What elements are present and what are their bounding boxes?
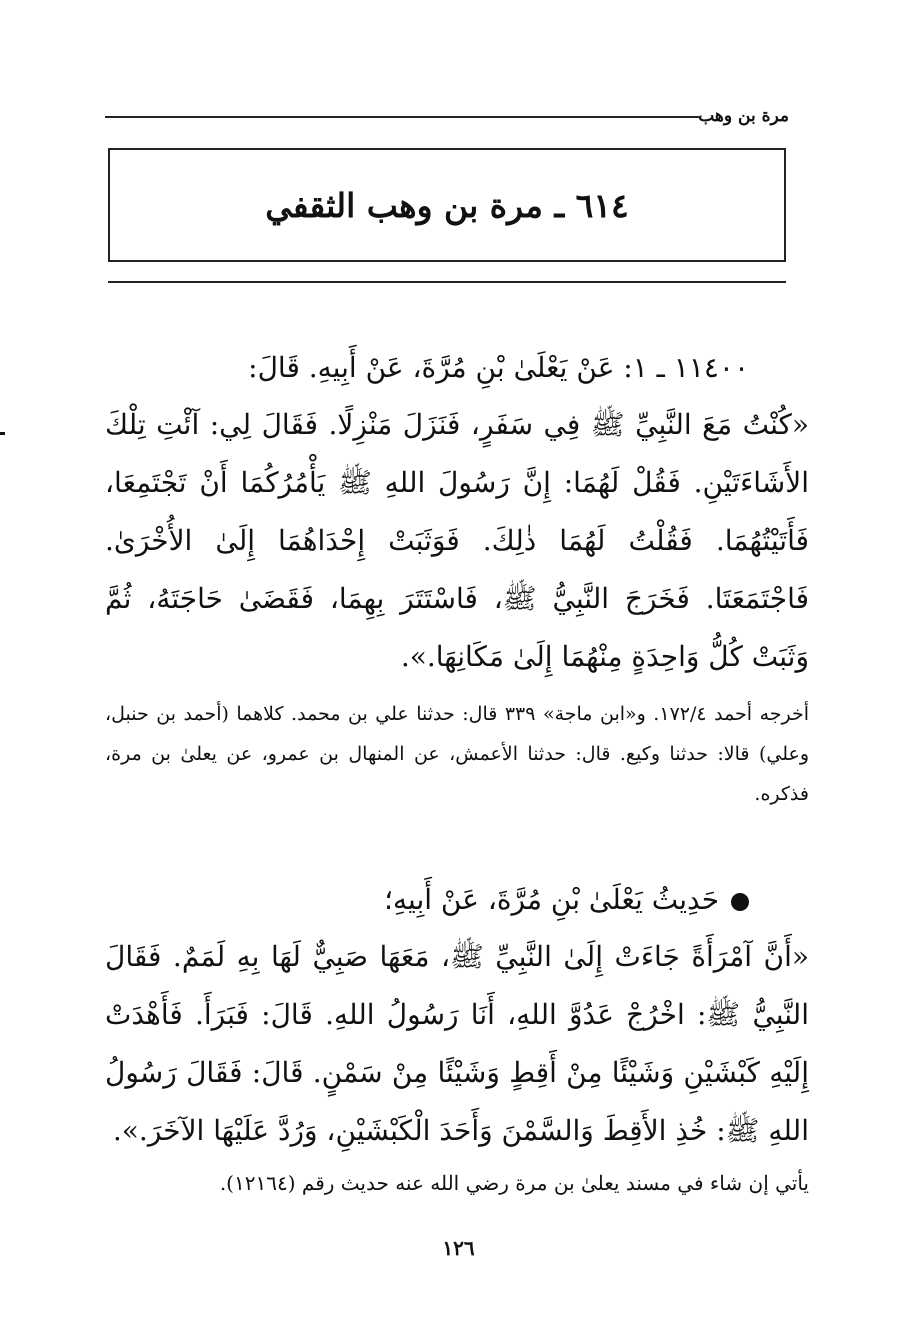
running-head-rule (105, 116, 699, 118)
hadith-2-text: «أَنَّ آمْرَأَةً جَاءَتْ إِلَىٰ النَّبِيِّ ﷺ، مَعَهَا صَبِيٌّ لَهَا بِهِ لَمَمٌ. فَقَالَ النَّبِيُّ ﷺ: اخْرُجْ عَدُوَّ اللهِ، أَنَا رَسُولُ اللهِ. قَالَ: فَبَرَأَ. فَأَهْدَتْ إِلَيْهِ كَبْشَيْنِ وَشَيْئًا مِنْ أَقِطٍ وَشَيْئًا مِنْ سَمْنٍ. قَالَ: فَقَالَ رَسُولُ اللهِ ﷺ: خُذِ الأَقِطَ وَالسَّمْنَ وَأَحَدَ الْكَبْشَيْنِ، وَرُدَّ عَلَيْهَا الآخَرَ.». (105, 940, 809, 1147)
hadith-block-1 (105, 340, 809, 814)
edge-mark (0, 432, 5, 435)
hadith-2-note: يأتي إن شاء في مسند يعلىٰ بن مرة رضي الله عنه حديث رقم (١٢١٦٤). (219, 1171, 809, 1195)
running-head-text: مرة بن وهب (692, 104, 789, 128)
page-number: ١٢٦ (442, 1236, 475, 1260)
hadith-1-takhrij: أخرجه أحمد ١٧٢/٤. و«ابن ماجة» ٣٣٩ قال: حدثنا علي بن محمد. كلاهما (أحمد بن حنبل، وعلي) قالا: حدثنا وكيع. قال: حدثنا الأعمش، عن المنهال بن عمرو، عن يعلىٰ بن مرة، فذكره. (105, 703, 810, 805)
chapter-title-box (108, 148, 786, 262)
bullet-icon (731, 893, 749, 911)
hadith-1-heading: ١١٤٠٠ ـ ١: عَنْ يَعْلَىٰ بْنِ مُرَّةَ، عَنْ أَبِيهِ. قَالَ: (248, 351, 749, 384)
hadith-block-2 (105, 872, 809, 1204)
title-rule (108, 281, 786, 283)
hadith-2-heading: حَدِيثُ يَعْلَىٰ بْنِ مُرَّةَ، عَنْ أَبِيهِ؛ (384, 883, 719, 916)
running-head (105, 104, 789, 128)
chapter-title: ٦١٤ ـ مرة بن وهب الثقفي (265, 185, 629, 225)
hadith-2-heading-row (105, 872, 809, 928)
hadith-1-text: «كُنْتُ مَعَ النَّبِيِّ ﷺ فِي سَفَرٍ، فَنَزَلَ مَنْزِلًا. فَقَالَ لِي: آئْتِ تِلْكَ الأَشَاءَتَيْنِ. فَقُلْ لَهُمَا: إِنَّ رَسُولَ اللهِ ﷺ يَأْمُرُكُمَا أَنْ تَجْتَمِعَا، فَأَتَيْتُهُمَا. فَقُلْتُ لَهُمَا ذٰلِكَ. فَوَثَبَتْ إِحْدَاهُمَا إِلَىٰ الأُخْرَىٰ. فَاجْتَمَعَتَا. فَخَرَجَ النَّبِيُّ ﷺ، فَاسْتَتَرَ بِهِمَا، فَقَضَىٰ حَاجَتَهُ، ثُمَّ وَثَبَتْ كُلُّ وَاحِدَةٍ مِنْهُمَا إِلَىٰ مَكَانِهَا.». (105, 408, 809, 673)
